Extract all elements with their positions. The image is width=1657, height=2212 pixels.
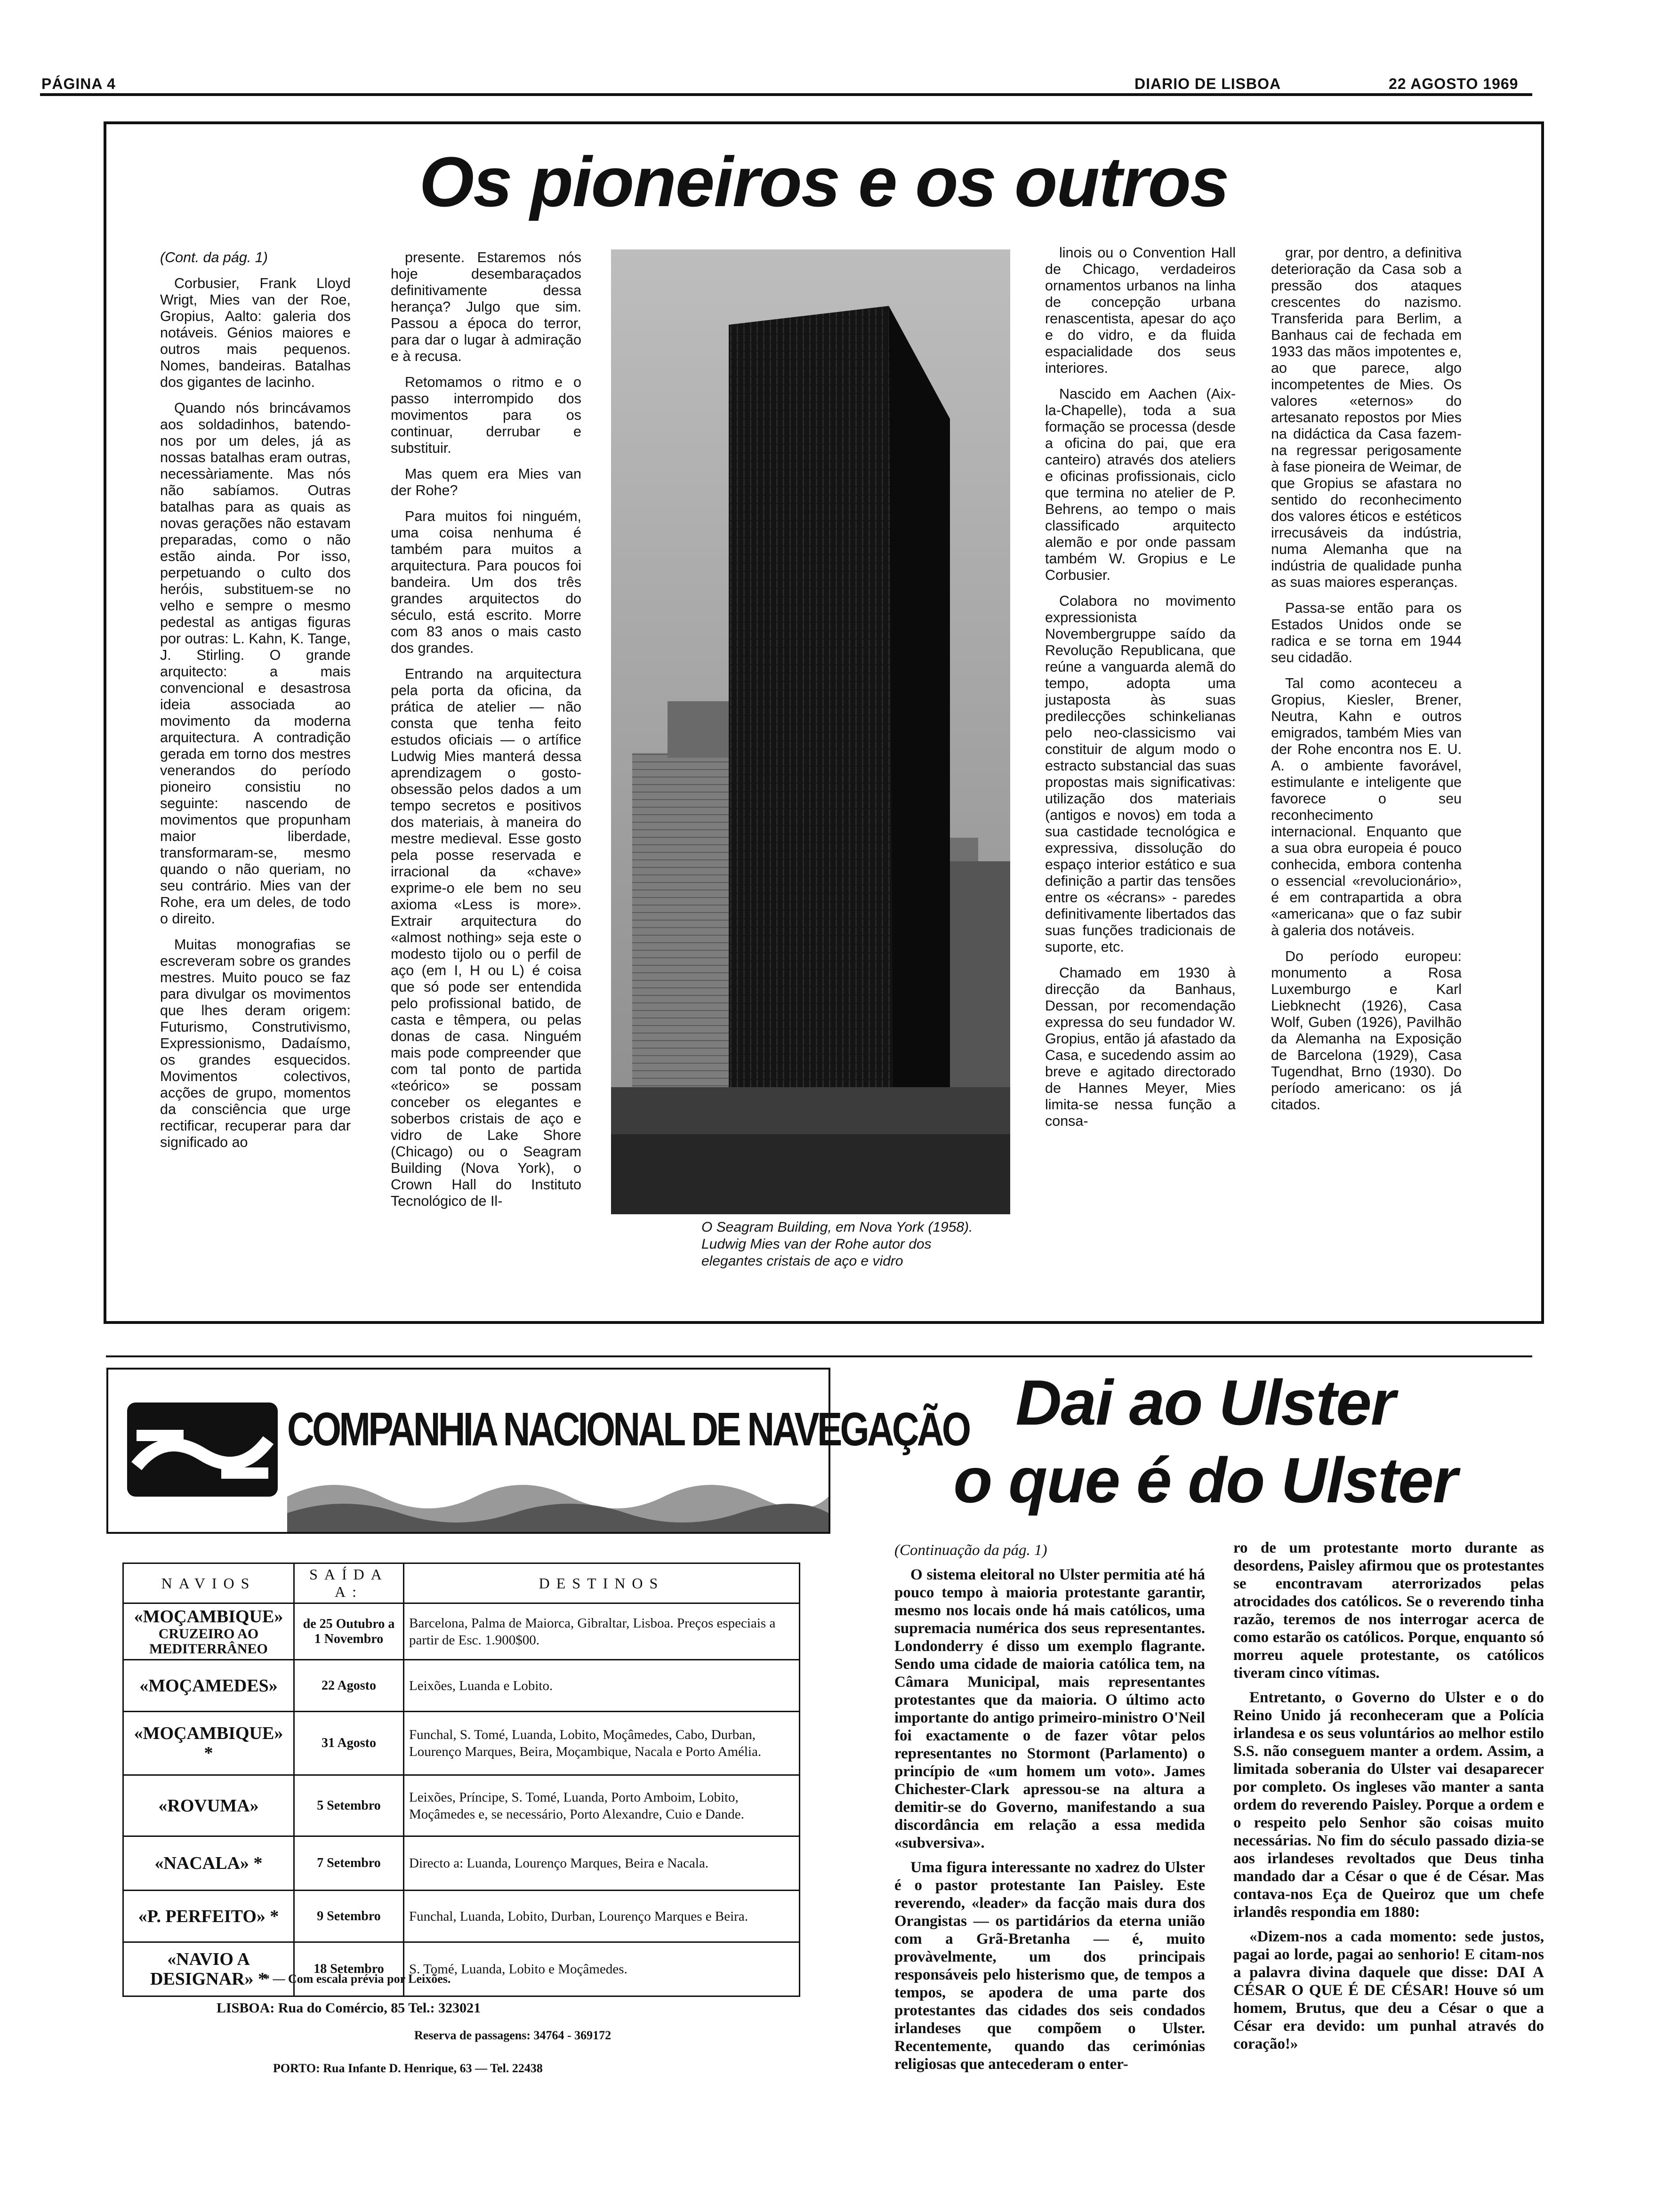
article2-column-1 xyxy=(894,1541,1205,2181)
lisboa-address: LISBOA: Rua do Comércio, 85 Tel.: 323021 xyxy=(217,2000,481,2016)
header-rule xyxy=(40,93,1532,96)
continuation-note: (Cont. da pág. 1) xyxy=(160,249,268,265)
reservations-phone: Reserva de passagens: 34764 - 369172 xyxy=(414,2028,611,2042)
paragraph: linois ou o Convention Hall de Chicago, verdadeiros ornamentos urbanos na linha de concepção urbana renascentista, apesar do aço e do vidro, e da fluida espacialidade dos seus interiores. xyxy=(1045,245,1236,376)
table-row xyxy=(123,1891,800,1942)
section-rule xyxy=(106,1355,1532,1357)
article2-column-2 xyxy=(1233,1539,1544,2181)
destinations: Funchal, S. Tomé, Luanda, Lobito, Moçâmedes, Cabo, Durban, Lourenço Marques, Beira, Moçambique, Nacala e Porto Amélia. xyxy=(404,1712,800,1775)
departures-table xyxy=(122,1563,800,1997)
ship-name: «MOÇAMBIQUE» * xyxy=(123,1712,294,1775)
table-row xyxy=(123,1712,800,1775)
table-row xyxy=(123,1660,800,1712)
header-destinations: DESTINOS xyxy=(404,1563,800,1603)
destinations: Barcelona, Palma de Maiorca, Gibraltar, Lisboa. Preços especiais a partir de Esc. 1.900$00. xyxy=(404,1603,800,1660)
departure-date: 5 Setembro xyxy=(294,1775,404,1836)
paragraph: Para muitos foi ninguém, uma coisa nenhuma é também para muitos a arquitectura. Para poucos foi bandeira. Um dos três grandes arquitectos do século, está escrito. Morre com 83 anos o mais casto dos grandes. xyxy=(391,508,581,656)
seagram-building-photo xyxy=(611,249,1010,1214)
destinations: Directo a: Luanda, Lourenço Marques, Beira e Nacala. xyxy=(404,1836,800,1891)
ship-name: «ROVUMA» xyxy=(123,1775,294,1836)
ship-name: «MOÇAMEDES» xyxy=(123,1660,294,1712)
destinations: Leixões, Príncipe, S. Tomé, Luanda, Porto Amboim, Lobito, Moçâmedes e, se necessário, Porto Alexandre, Cuio e Dande. xyxy=(404,1775,800,1836)
table-row xyxy=(123,1836,800,1891)
departure-date: de 25 Outubro a 1 Novembro xyxy=(294,1603,404,1660)
newspaper-name: DIARIO DE LISBOA xyxy=(1134,75,1281,92)
paragraph: O sistema eleitoral no Ulster permitia até há pouco tempo à maioria protestante garantir, mesmo nos locais onde há mais católicos, uma supremacia numérica dos seus representantes. Londonderry é disso um exemplo flagrante. Sendo uma cidade de maioria católica tem, na Câmara Municipal, mais representantes protestantes que da maioria. O último acto importante do antigo primeiro-ministro O'Neil foi exactamente o de fazer vôtar pelos representantes no Stormont (Parlamento) o princípio de «um homem um voto». James Chichester-Clark apressou-se na altura a demitir-se do Governo, manifestando a sua discordância em relação a essa medida «subversiva». xyxy=(894,1566,1205,1851)
paragraph: Entrando na arquitectura pela porta da oficina, da prática de atelier — não consta que tenha feito estudos oficiais — o artífice Ludwig Mies manterá dessa aprendizagem o gosto-obsessão pelos dados a um tempo secretos e positivos dos materiais, à maneira do mestre medieval. Esse gosto pela posse reservada e irracional da «chave» exprime-o ele bem no seu axioma «Less is more». Extrair arquitectura do «almost nothing» seja este o modesto tijolo ou o perfil de aço (em I, H ou L) é coisa que só pode ser entendida pelo profissional batido, de casta e têmpera, ou pelas donas de casa. Ninguém mais pode compreender que com tal ponto de partida «teórico» se possam conceber os elegantes e soberbos cristais de aço e vidro de Lake Shore (Chicago) ou o Seagram Building (Nova York), o Crown Hall do Instituto Tecnológico de Il- xyxy=(391,666,581,1209)
photo-caption: O Seagram Building, em Nova York (1958). Ludwig Mies van der Rohe autor dos elegantes cristais de aço e vidro xyxy=(701,1219,973,1269)
paragraph: Colabora no movimento expressionista Novembergruppe saído da Revolução Republicana, que reúne a vanguarda alemã do tempo, adopta uma justaposta às suas predilecções schinkelianas pelo neo-classicismo vai constituir de algum modo o estracto substancial das suas propostas mais significativas: utilização dos materiais (antigos e novos) em toda a sua castidade tecnológica e expressiva, dissolução do espaço interior estático e sua definição a partir das tensões entre os «écrans» - paredes definitivamente libertados das suas funções tradicionais de suporte, etc. xyxy=(1045,593,1236,955)
departure-date: 31 Agosto xyxy=(294,1712,404,1775)
header-ships: NAVIOS xyxy=(123,1563,294,1603)
paragraph: presente. Estaremos nós hoje desembaraçados definitivamente dessa herança? Julgo que sim. Passou a época do terror, para dar o lugar à admiração e à recusa. xyxy=(391,249,581,364)
paragraph: Chamado em 1930 à direcção da Banhaus, Dessan, por recomendação expressa do seu fundador W. Gropius, então já afastado da Casa, e sucedendo assim ao breve e agitado directorado de Hannes Meyer, Mies limita-se nessa função a consa- xyxy=(1045,965,1236,1129)
ship-name: «MOÇAMBIQUE» CRUZEIRO AO MEDITERRÂNEO xyxy=(123,1603,294,1660)
header-departure: SAÍDA A: xyxy=(294,1563,404,1603)
table-row xyxy=(123,1603,800,1660)
issue-date: 22 AGOSTO 1969 xyxy=(1389,75,1519,92)
ship-name: «NACALA» * xyxy=(123,1836,294,1891)
departure-date: 22 Agosto xyxy=(294,1660,404,1712)
ship-subtitle: CRUZEIRO AO MEDITERRÂNEO xyxy=(149,1626,268,1657)
paragraph: Muitas monografias se escreveram sobre os grandes mestres. Muito pouco se faz para divulgar os movimentos que lhes deram origem: Futurismo, Construtivismo, Expressionismo, Dadaísmo, os grandes esquecidos. Movimentos colectivos, acções de grupo, momentos da consciência que urge rectificar, recuperar para dar significado ao xyxy=(160,937,351,1150)
ad-footnote: * — Com escala prévia por Leixões. xyxy=(264,1972,451,1986)
ship-name: «NAVIO A DESIGNAR» * xyxy=(123,1942,294,1996)
porto-address: PORTO: Rua Infante D. Henrique, 63 — Tel. 22438 xyxy=(273,2061,543,2075)
article2-title-line1: Dai ao Ulster xyxy=(1015,1367,1395,1438)
article-column-4 xyxy=(1271,245,1462,1292)
paragraph: Passa-se então para os Estados Unidos onde se radica e se torna em 1944 seu cidadão. xyxy=(1271,600,1462,665)
waves-illustration xyxy=(287,1468,828,1532)
paragraph: Quando nós brincávamos aos soldadinhos, batendo-nos por um deles, já as nossas batalhas eram outras, necessàriamente. Mas nós não sabíamos. Outras batalhas para as quais as novas gerações não estavam preparadas, como o não estão ainda. Por isso, perpetuando o culto dos heróis, substituem-se no velho e sempre o mesmo pedestal as antigas figuras por outras: L. Kahn, K. Tange, J. Stirling. O grande arquitecto: a mais convencional e desastrosa ideia associada ao movimento da moderna arquitectura. A contradição gerada em torno dos mestres venerandos do período pioneiro consistiu no seguinte: nascendo de movimentos que propunham maior liberdade, transformaram-se, mesmo quando o não queriam, no seu contrário. Mies van der Rohe, era um deles, de todo o direito. xyxy=(160,400,351,927)
paragraph: ro de um protestante morto durante as desordens, Paisley afirmou que os protestantes se encontravam aterrorizados pelas atrocidades dos católicos. Se o reverendo tinha razão, teremos de nos interrogar acerca de como estarão os católicos. Porque, enquanto só morreu aquele protestante, os católicos tiveram cinco vítimas. xyxy=(1233,1539,1544,1682)
table-row xyxy=(123,1775,800,1836)
paragraph: Tal como aconteceu a Gropius, Kiesler, Brener, Neutra, Kahn e outros emigrados, também Mies van der Rohe encontra nos E. U. A. o ambiente favorável, estimulante e inteligente que favorece o seu reconhecimento internacional. Enquanto que a sua obra europeia é pouco conhecida, embora contenha o essencial «revolucionário», é em contrapartida a obra «americana» que o faz subir à galeria dos notáveis. xyxy=(1271,675,1462,938)
destinations: Leixões, Luanda e Lobito. xyxy=(404,1660,800,1712)
paragraph: «Dizem-nos a cada momento: sede justos, pagai ao lorde, pagai ao senhorio! E citam-nos a palavra divina daquele que disse: DAI A CÉSAR O QUE É DE CÉSAR! Houve só um homem, Brutus, que deu a César o que a César era devido: um punhal através do coração!» xyxy=(1233,1928,1544,2052)
building-illustration xyxy=(611,249,1010,1214)
paragraph: Uma figura interessante no xadrez do Ulster é o pastor protestante Ian Paisley. Este reverendo, «leader» da facção mais dura dos Orangistas — os partidários da eterna união com a Grã-Bretanha — é, muito provàvelmente, um dos principais responsáveis pelo histerismo que, de tempos a tempos, se apodera de uma parte dos protestantes das cidades dos seis condados irlandeses que compõem o Ulster. Recentemente, quando das cerimónias religiosas que antecederam o enter- xyxy=(894,1859,1205,2073)
shipping-advertisement-banner xyxy=(106,1368,969,1534)
table-row xyxy=(123,1942,800,1996)
article2-title-line2: o que é do Ulster xyxy=(953,1444,1457,1516)
paragraph: Nascido em Aachen (Aix-la-Chapelle), toda a sua formação se processa (desde a oficina do pai, que era canteiro) através dos ateliers e oficinas profissionais, ciclo que termina no atelier de P. Behrens, ao tempo o mais classificado arquitecto alemão e por onde passam também W. Gropius e Le Corbusier. xyxy=(1045,386,1236,583)
page-number: PÁGINA 4 xyxy=(41,75,116,92)
company-name: COMPANHIA NACIONAL DE NAVEGAÇÃO xyxy=(287,1403,969,1456)
destinations: Funchal, Luanda, Lobito, Durban, Lourenço Marques e Beira. xyxy=(404,1891,800,1942)
paragraph: Retomamos o ritmo e o passo interrompido dos movimentos para os continuar, derrubar e substituir. xyxy=(391,374,581,456)
article-column-3 xyxy=(1045,245,1236,1292)
departure-date: 9 Setembro xyxy=(294,1891,404,1942)
paragraph: grar, por dentro, a definitiva deterioração da Casa sob a pressão dos ataques crescentes do nazismo. Transferida para Berlim, a Banhaus cai de fechada em 1933 das mãos impotentes e, ao que parece, algo incompetentes de Mies. Os valores «eternos» do artesanato repostos por Mies na didáctica da Casa fazem-na regressar perigosamente à fase pioneira de Weimar, de que Gropius se afastara no sentido do reconhecimento dos valores éticos e estéticos irrecusáveis da indústria, numa Alemanha que na indústria de qualidade punha as suas maiores esperanças. xyxy=(1271,245,1462,590)
continuation-note: (Continuação da pág. 1) xyxy=(894,1542,1047,1559)
paragraph: Entretanto, o Governo do Ulster e o do Reino Unido já reconheceram que a Polícia irlandesa e os seus voluntários ao melhor estilo S.S. não conseguem manter a ordem. Assim, a limitada soberania do Ulster vai desaparecer por completo. Os ingleses vão manter a santa ordem do reverendo Paisley. Porque a ordem e o respeito pelo Senhor são coisas muito necessárias. No fim do século passado dizia-se aos irlandeses revoltados que Deus tinha mandado dar a César o que é de César. Mas contava-nos Eça de Queiroz que um chefe irlandês respondia em 1880: xyxy=(1233,1689,1544,1921)
company-logo-icon xyxy=(127,1403,278,1497)
departure-date: 7 Setembro xyxy=(294,1836,404,1891)
article-column-2 xyxy=(391,249,581,1292)
ship-name: «P. PERFEITO» * xyxy=(123,1891,294,1942)
departure-date: 18 Setembro xyxy=(294,1942,404,1996)
paragraph: Corbusier, Frank Lloyd Wrigt, Mies van der Roe, Gropius, Aalto: galeria dos notáveis. Génios maiores e outros mais pequenos. Nomes, bandeiras. Batalhas dos gigantes de lacinho. xyxy=(160,275,351,390)
paragraph: Do período europeu: monumento a Rosa Luxemburgo e Karl Liebknecht (1926), Casa Wolf, Guben (1926), Pavilhão da Alemanha na Exposição de Barcelona (1929), Casa Tugendhat, Brno (1930). Do período americano: os já citados. xyxy=(1271,948,1462,1113)
article-column-1 xyxy=(160,249,351,1292)
paragraph: Mas quem era Mies van der Rohe? xyxy=(391,466,581,498)
destinations: S. Tomé, Luanda, Lobito e Moçâmedes. xyxy=(404,1942,800,1996)
article-title: Os pioneiros e os outros xyxy=(419,142,1229,221)
